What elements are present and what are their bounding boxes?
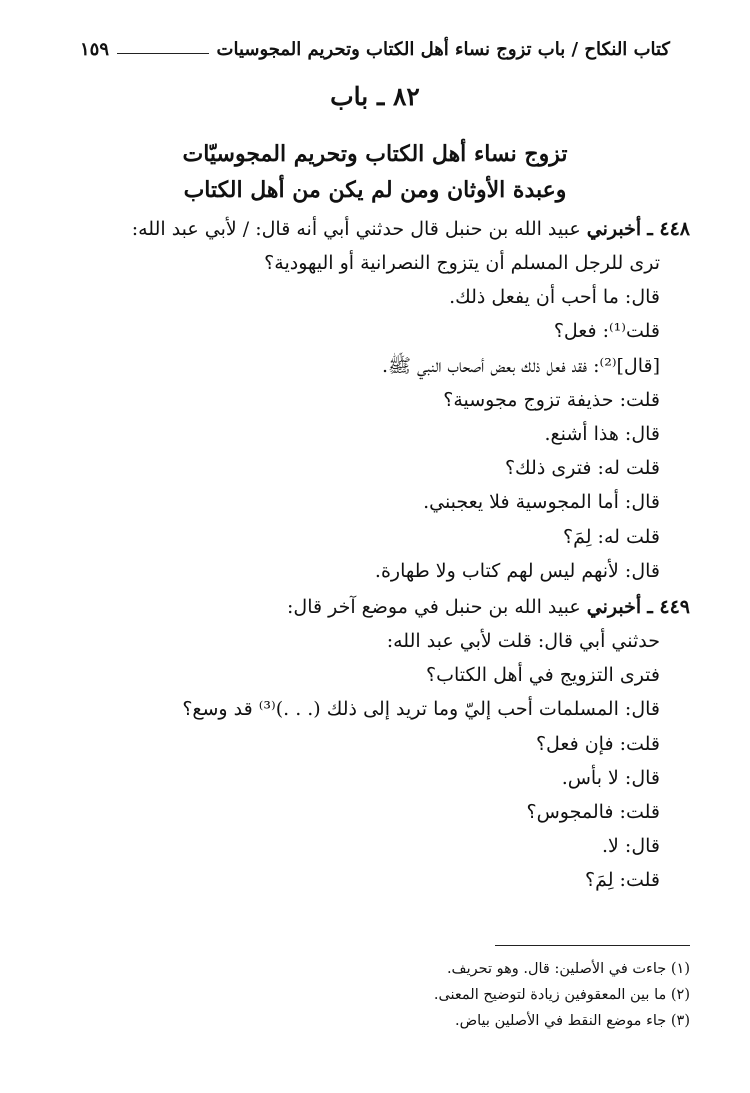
- chapter-title-line-1: تزوج نساء أهل الكتاب وتحريم المجوسيّات: [182, 141, 568, 167]
- footnote-rule: [495, 945, 690, 946]
- dialogue-line: قلت له: فترى ذلك؟: [504, 457, 660, 480]
- hadith-448-heading: [80, 212, 690, 246]
- footnote-1: (١) جاءت في الأصلين: قال. وهو تحريف.: [446, 961, 690, 977]
- dialogue-line: حدثني أبي قال: قلت لأبي عبد الله:: [386, 630, 660, 653]
- dialogue-line: قال: لا بأس.: [561, 766, 660, 789]
- chapter-title-line-2: وعبدة الأوثان ومن لم يكن من أهل الكتاب: [183, 177, 567, 203]
- running-head-rule: [117, 53, 209, 54]
- hadith-449-lead: أخبرني: [586, 596, 642, 619]
- dialogue-line: قال: لا.: [602, 835, 660, 858]
- chapter-number: ٨٢ ـ باب: [330, 82, 420, 111]
- hadith-448-number: ٤٤٨ ـ: [647, 218, 690, 240]
- hadith-449-heading: [80, 590, 690, 624]
- dialogue-line: قلت: حذيفة تزوج مجوسية؟: [443, 388, 660, 411]
- dialogue-line: قلت: فإن فعل؟: [535, 732, 660, 755]
- dialogue-line: قلت: لِمَ؟: [585, 869, 660, 892]
- dialogue-line: قلت: فالمجوس؟: [526, 801, 660, 824]
- running-head-title: كتاب النكاح / باب تزوج نساء أهل الكتاب وتحريم المجوسيات: [216, 38, 670, 60]
- dialogue-line: فترى التزويج في أهل الكتاب؟: [425, 664, 660, 687]
- dialogue-line: ترى للرجل المسلم أن يتزوج النصرانية أو اليهودية؟: [264, 252, 660, 274]
- dialogue-line: قلت⁽¹⁾: فعل؟: [553, 320, 660, 343]
- dialogue-line: [قال]⁽²⁾: فقد فعل ذلك بعض أصحاب النبي ﷺ.: [381, 354, 660, 377]
- hadith-449-dialogue: [80, 624, 690, 898]
- dialogue-line: قال: هذا أشنع.: [544, 423, 660, 446]
- footnotes: [240, 945, 690, 1034]
- dialogue-line: قال: المسلمات أحب إليّ وما تريد إلى ذلك (. . .)⁽³⁾ قد وسع؟: [182, 698, 660, 721]
- hadith-449-number: ٤٤٩ ـ: [647, 596, 690, 619]
- dialogue-line: قال: أما المجوسية فلا يعجبني.: [423, 491, 660, 514]
- dialogue-line: قال: ما أحب أن يفعل ذلك.: [449, 286, 660, 309]
- hadith-449-intro: عبيد الله بن حنبل في موضع آخر قال:: [287, 596, 581, 619]
- dialogue-line: قال: لأنهم ليس لهم كتاب ولا طهارة.: [374, 559, 660, 582]
- chapter-title: [120, 136, 630, 208]
- page-number: ١٥٩: [80, 38, 110, 60]
- hadith-448-lead: أخبرني: [586, 218, 642, 240]
- footnote-2: (٢) ما بين المعقوفين زيادة لتوضيح المعنى.: [433, 987, 690, 1003]
- hadith-448-intro: عبيد الله بن حنبل قال حدثني أبي أنه قال: / لأبي عبد الله:: [131, 218, 581, 240]
- dialogue-line: قلت له: لِمَ؟: [562, 525, 660, 548]
- main-text: [80, 212, 690, 898]
- running-head: [80, 34, 670, 64]
- footnote-3: (٣) جاء موضع النقط في الأصلين بياض.: [455, 1013, 690, 1029]
- hadith-448-dialogue: [80, 246, 690, 588]
